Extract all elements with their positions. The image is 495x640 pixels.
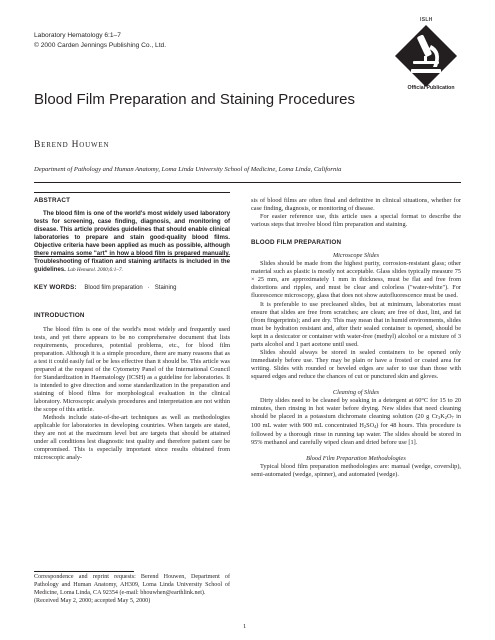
microscope-icon <box>391 21 461 91</box>
logo-caption: Official Publication <box>407 85 455 91</box>
journal-citation: Laboratory Hematology 6:1–7 <box>34 32 121 39</box>
abstract-body <box>34 210 230 274</box>
introduction-paragraph-1: The blood film is one of the world's most widely and frequently used tests, and yet there appears to be no comprehensive document that lists requirements, procedures, potential problems, etc., for blood film preparation. Although it is a simple procedure, there are many reasons that as a test it could easily fail or be less effective than it should be. This article was prepared at the request of the Cytometry Panel of the International Council for Standardization in Haematology (ICSH) as a guideline for laboratories. It is intended to give direction and some standardization in the preparation and staining of blood films for morphological evaluation in the clinical laboratory. Microscopic analysis procedures and interpretation are not within the scope of this article. <box>34 325 230 413</box>
introduction-paragraph-2: Methods include state-of-the-art techniques as well as methodologies applicable for laboratories in developing countries. When targets are stated, they are not at the maximum level but are targets that should be attained under all conditions lest diagnostic test quality and therefore patient care be compromised. This is especially important since results obtained from microscopic analy- <box>34 414 230 462</box>
copyright-line: © 2000 Carden Jennings Publishing Co., Ltd. <box>34 42 167 49</box>
author-name: Berend Houwen <box>34 140 110 150</box>
left-column <box>34 197 230 462</box>
abstract-bottom-rule <box>34 256 230 257</box>
keywords: Blood film preparation · Staining <box>84 285 177 292</box>
cleaning-slides-heading: Cleaning of Slides <box>332 388 380 396</box>
intro-continued-paragraph: sis of blood films are often final and definitive in clinical situations, whether for case finding, diagnosis, or monitoring of disease. <box>251 197 461 213</box>
footnote-rule <box>34 571 134 572</box>
abstract-citation: Lab Hematol. 2000;6:1–7. <box>67 267 123 274</box>
abstract-text: The blood film is one of the world's most widely used laboratory tests for screening, case finding, diagnosis, and monitoring of disease. This article provides guidelines that should enable clinical laboratories to prepare and stain good-quality blood films. Objective criteria have been applied as much as possible, although there remains some "art" in how a blood film is prepared manually. Troubleshooting of fixation and staining artifacts is included in the guidelines. <box>34 210 230 274</box>
journal-info <box>34 31 166 51</box>
abstract-heading: ABSTRACT <box>34 197 71 204</box>
title-divider <box>34 182 461 183</box>
received-dates: (Received May 2, 2000; accepted May 5, 2000) <box>34 597 151 604</box>
islh-logo <box>391 21 461 91</box>
author-affiliation: Department of Pathology and Human Anatomy, Loma Linda University School of Medicine, Loma Linda, California <box>34 166 342 173</box>
page-number: 1 <box>243 623 247 630</box>
blood-film-preparation-heading: BLOOD FILM PREPARATION <box>251 239 342 247</box>
cleaning-paragraph: Dirty slides need to be cleaned by soaking in a detergent at 60°C for 15 to 20 minutes, then rinsing in hot water before drying. New slides that need cleaning should be placed in a potassium dichromate cleaning solution (20 g $Cr_2K_2O_7$ in 100 mL water with 900 mL concentrated $H_2SO_4$) for 48 hours. This procedure is followed by a thorough rinse in running tap water. The slides should be stored in 95% methanol and carefully wiped clean and dried before use [1]. <box>251 397 462 447</box>
slides-paragraph-3: Slides should always be stored in sealed containers to be opened only immediately before use. They may be plain or have a frosted or coated area for writing. Slides with rounded or beveled edges are safer to use than those with squared edges and reduce the chances of cut or punctured skin and gloves. <box>251 348 461 380</box>
correspondence-footnote <box>34 574 230 606</box>
right-column <box>251 197 461 479</box>
slides-paragraph-1: Slides should be made from the highest purity, corrosion-resistant glass; other material such as plastic is mostly not acceptable. Glass slides typically measure 75 × 25 mm, are approximately 1 mm in thickness, must be flat and free from distortions and ripples, and must be clear and colorless ("water-white"). For fluorescence microscopy, glass that does not show autofluorescence must be used. <box>251 260 461 300</box>
slides-paragraph-2: It is preferable to use precleaned slides, but at minimum, laboratories must ensure that slides are free from scratches; are clean; are free of dust, lint, and fat (from fingerprints); and are dry. This may mean that in humid environments, slides must be hydration resistant and, after their sealed container is opened, should be kept in a desiccator or container with water-free (methyl) alcohol or a mixture of 3 parts alcohol and 1 part acetone until used. <box>251 300 461 348</box>
methodologies-paragraph: Typical blood film preparation methodologies are: manual (wedge, coverslip), semi-automated (wedge, spinner), and automated (wedge). <box>251 463 461 479</box>
keywords-label: KEY WORDS: <box>34 284 77 292</box>
logo-badge-text: ISLH <box>420 17 433 23</box>
article-title: Blood Film Preparation and Staining Procedures <box>34 91 356 108</box>
correspondence-text: Correspondence and reprint requests: Berend Houwen, Department of Pathology and Human Anatomy, AH309, Loma Linda University School of Medicine, Loma Linda, CA 92354 (e-mail: bhouwhen@earthlink.net). <box>34 574 230 596</box>
microscope-slides-heading: Microscope Slides <box>332 252 380 260</box>
introduction-heading: INTRODUCTION <box>34 312 85 320</box>
format-note-paragraph: For easier reference use, this article uses a special format to describe the various steps that involve blood film preparation and staining. <box>251 213 461 229</box>
keywords-line <box>34 284 230 292</box>
methodologies-heading: Blood Film Preparation Methodologies <box>306 455 406 463</box>
abstract-top-rule <box>34 192 230 193</box>
